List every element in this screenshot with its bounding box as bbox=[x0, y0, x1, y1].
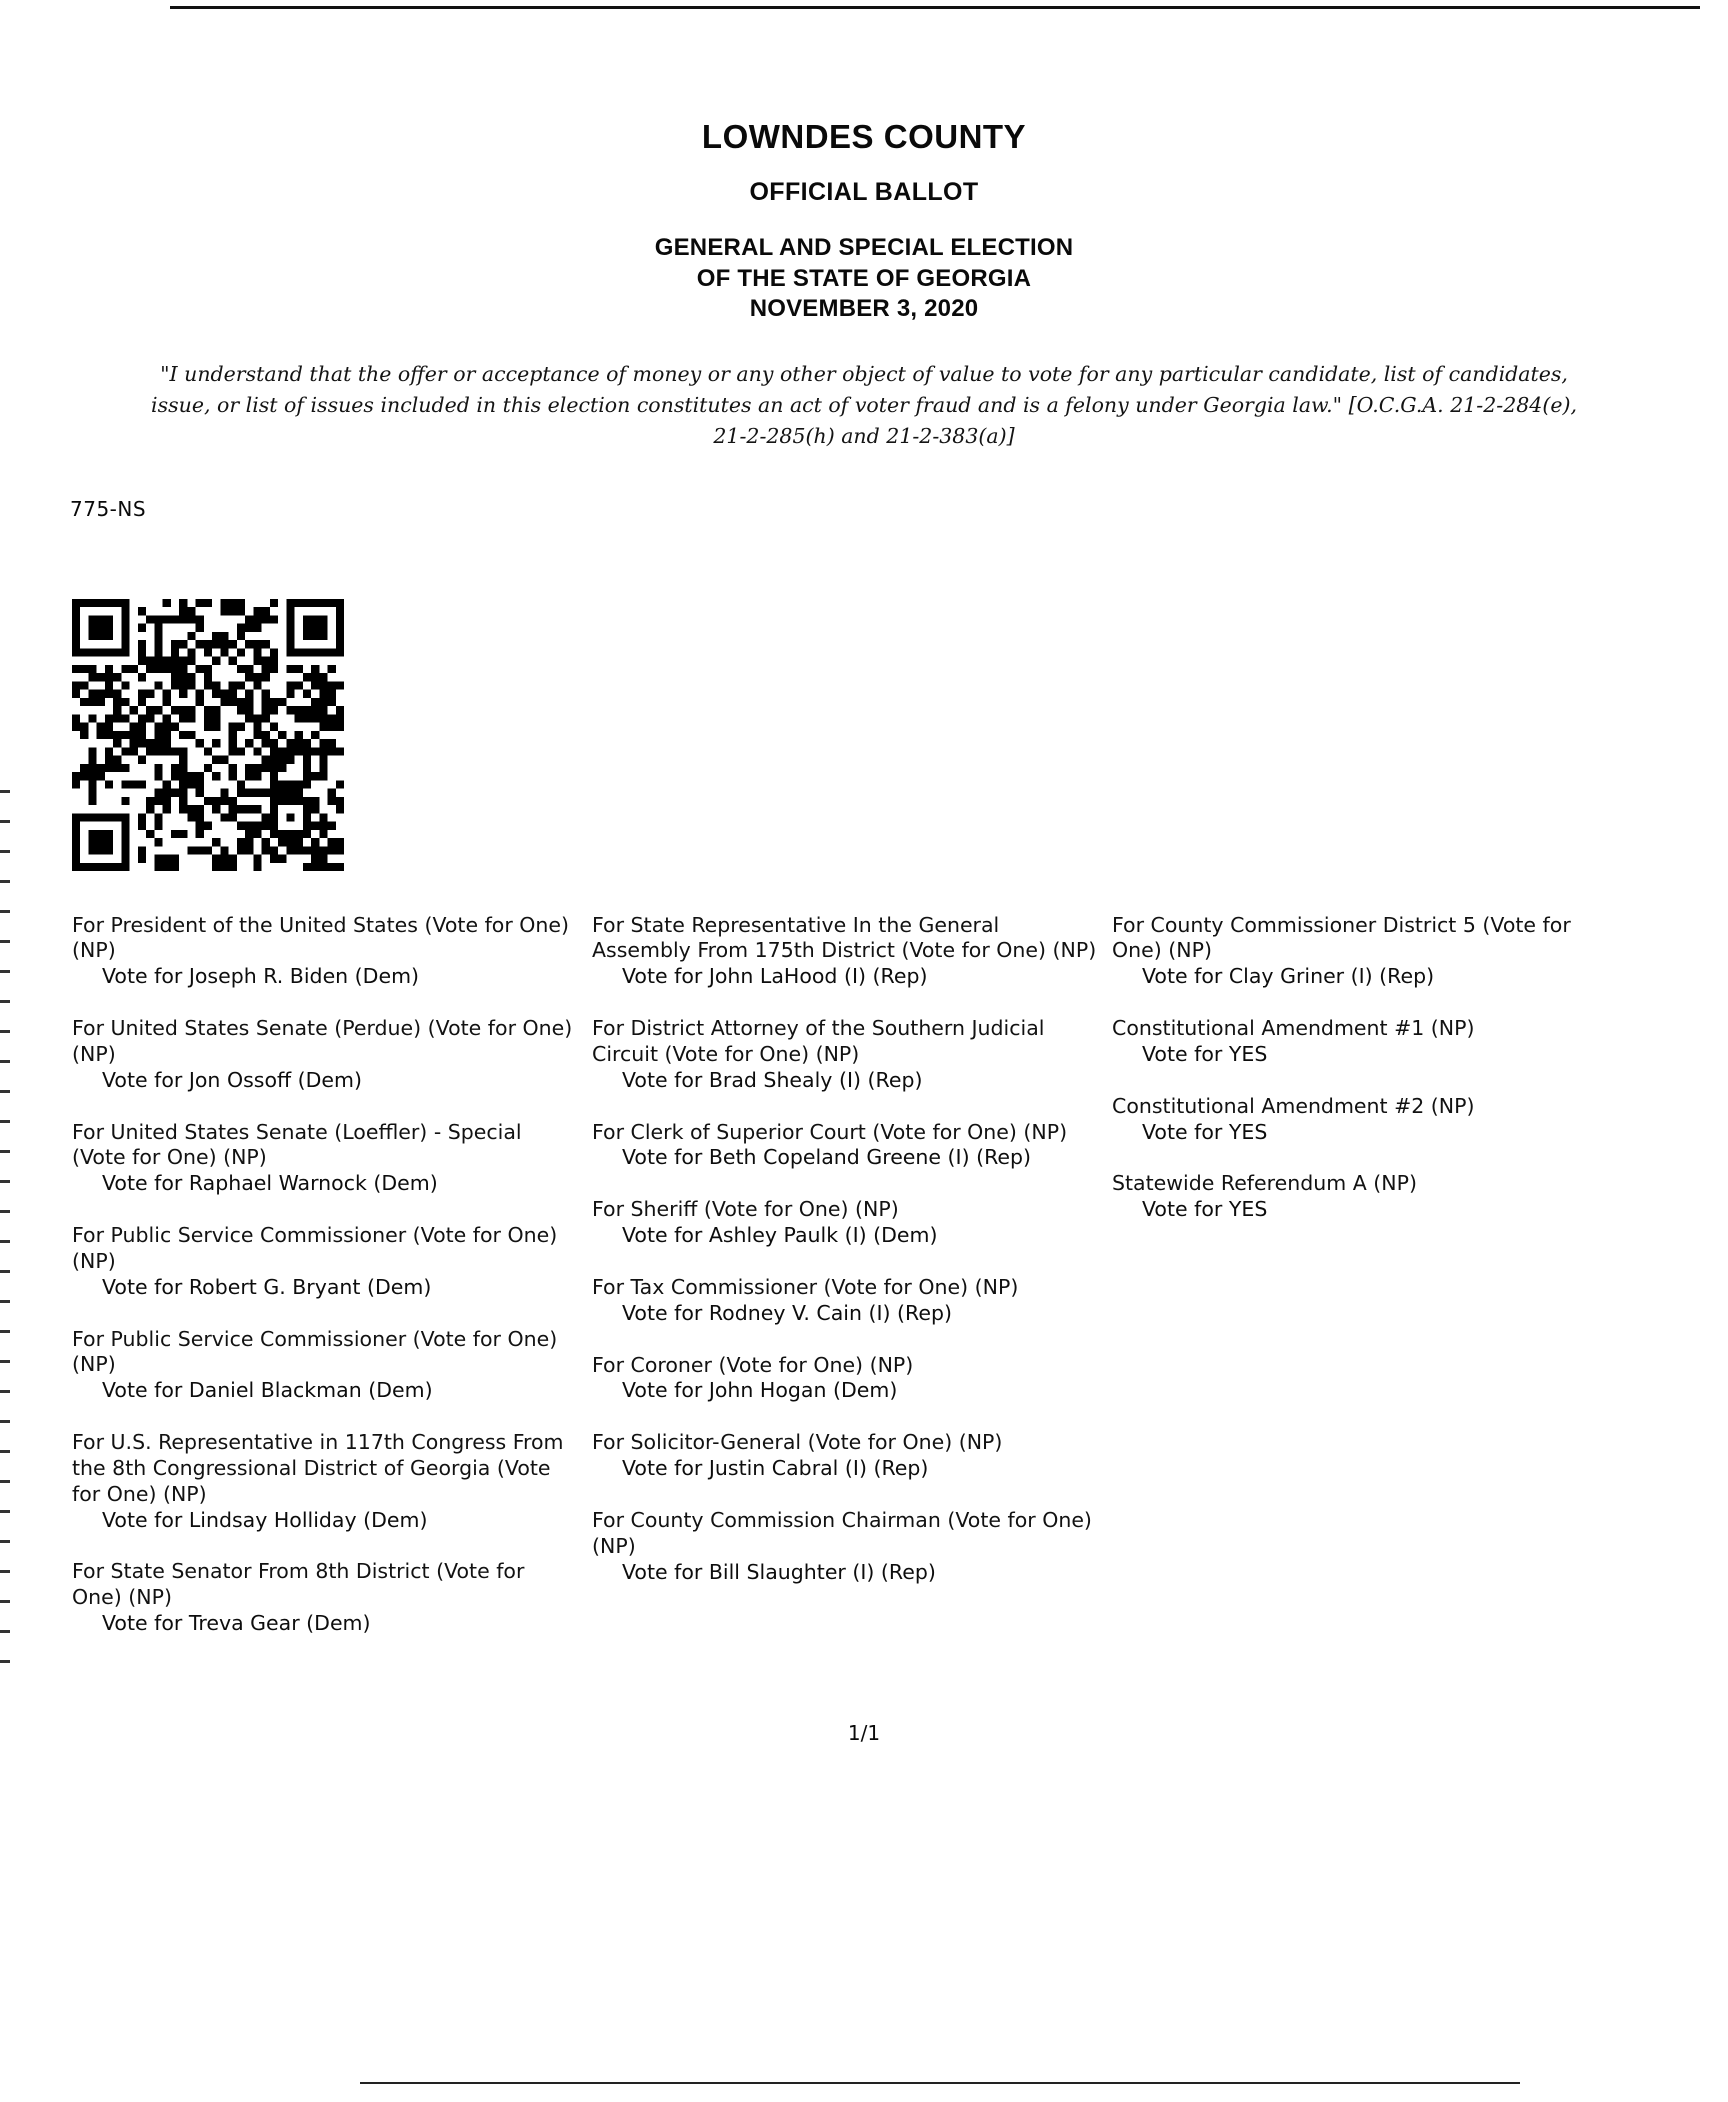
contest bbox=[592, 1353, 1098, 1405]
contest-choice: Vote for Daniel Blackman (Dem) bbox=[102, 1378, 433, 1403]
contest bbox=[592, 1120, 1098, 1172]
qr-code-wrap bbox=[72, 599, 1664, 875]
contest-choice: Vote for Robert G. Bryant (Dem) bbox=[102, 1274, 432, 1299]
contest bbox=[592, 1197, 1098, 1249]
ballot-qr-code bbox=[72, 599, 344, 871]
ballot-header bbox=[64, 118, 1664, 325]
contest-choice: Vote for Brad Shealy (I) (Rep) bbox=[622, 1067, 923, 1092]
contest bbox=[72, 1223, 578, 1300]
county-title: LOWNDES COUNTY bbox=[701, 118, 1027, 155]
contest-choice: Vote for Beth Copeland Greene (I) (Rep) bbox=[622, 1145, 1032, 1170]
contest-title: For U.S. Representative in 117th Congress From the 8th Congressional District of Georgia (Vote for One) (NP) bbox=[72, 1430, 564, 1506]
ballot-content bbox=[64, 0, 1664, 1745]
contest bbox=[1112, 913, 1618, 990]
contest-column-3 bbox=[1112, 913, 1632, 1663]
ballot-type-title: OFFICIAL BALLOT bbox=[749, 178, 979, 206]
contest-title: For United States Senate (Perdue) (Vote for One) (NP) bbox=[72, 1016, 573, 1066]
contest-title: For Coroner (Vote for One) (NP) bbox=[592, 1352, 914, 1377]
contest bbox=[72, 1016, 578, 1093]
contest-column-2 bbox=[592, 913, 1112, 1663]
contest-choice: Vote for YES bbox=[1142, 1041, 1268, 1066]
contest-choice: Vote for Raphael Warnock (Dem) bbox=[102, 1171, 438, 1196]
contest-choice: Vote for YES bbox=[1142, 1119, 1268, 1144]
election-title-line1: GENERAL AND SPECIAL ELECTION bbox=[654, 234, 1074, 261]
contest-column-1 bbox=[72, 913, 592, 1663]
contest bbox=[72, 913, 578, 990]
contest bbox=[1112, 1016, 1618, 1068]
contest-choice: Vote for John Hogan (Dem) bbox=[622, 1378, 898, 1403]
contest bbox=[72, 1559, 578, 1636]
contest-title: For Sheriff (Vote for One) (NP) bbox=[592, 1197, 899, 1222]
contest-choice: Vote for Treva Gear (Dem) bbox=[102, 1611, 371, 1636]
contest bbox=[72, 1120, 578, 1197]
contest-title: Constitutional Amendment #2 (NP) bbox=[1112, 1093, 1475, 1118]
contest-choice: Vote for Clay Griner (I) (Rep) bbox=[1142, 964, 1435, 989]
scan-edge-ticks bbox=[0, 790, 10, 1890]
contest-title: For Tax Commissioner (Vote for One) (NP) bbox=[592, 1274, 1019, 1299]
ballot-style-code: 775-NS bbox=[70, 496, 147, 521]
contest bbox=[1112, 1171, 1618, 1223]
contest-columns bbox=[72, 913, 1632, 1663]
voter-fraud-oath: "I understand that the offer or acceptance of money or any other object of value to vote for any particular candidate, list of candidates, issue, or list of issues included in this election constitutes an act of voter fraud and is a felony under Georgia law." [O.C.G.A. 21-2-284(e), 21-2-285(h) and 21-2-383(a)] bbox=[151, 362, 1577, 449]
contest-title: For Clerk of Superior Court (Vote for One) (NP) bbox=[592, 1119, 1068, 1144]
contest-choice: Vote for Bill Slaughter (I) (Rep) bbox=[622, 1559, 936, 1584]
contest-choice: Vote for John LaHood (I) (Rep) bbox=[622, 964, 928, 989]
contest bbox=[592, 1508, 1098, 1585]
election-date: NOVEMBER 3, 2020 bbox=[749, 295, 979, 323]
contest bbox=[592, 1430, 1098, 1482]
contest bbox=[592, 913, 1098, 990]
contest-title: For State Representative In the General Assembly From 175th District (Vote for One) (NP) bbox=[592, 912, 1097, 963]
contest-title: For District Attorney of the Southern Judicial Circuit (Vote for One) (NP) bbox=[592, 1016, 1045, 1066]
contest bbox=[1112, 1094, 1618, 1146]
contest-title: Constitutional Amendment #1 (NP) bbox=[1112, 1016, 1475, 1041]
contest-title: For Public Service Commissioner (Vote for One) (NP) bbox=[72, 1326, 558, 1377]
contest-choice: Vote for Lindsay Holliday (Dem) bbox=[102, 1507, 428, 1532]
contest-choice: Vote for Ashley Paulk (I) (Dem) bbox=[622, 1223, 938, 1248]
contest-choice: Vote for Justin Cabral (I) (Rep) bbox=[622, 1456, 929, 1481]
contest bbox=[72, 1327, 578, 1404]
contest bbox=[592, 1016, 1098, 1093]
contest-choice: Vote for Rodney V. Cain (I) (Rep) bbox=[622, 1300, 952, 1325]
contest-title: For State Senator From 8th District (Vote for One) (NP) bbox=[72, 1559, 525, 1610]
contest-title: For Solicitor-General (Vote for One) (NP) bbox=[592, 1430, 1003, 1455]
contest-title: For County Commission Chairman (Vote for One) (NP) bbox=[592, 1507, 1092, 1558]
contest-title: For County Commissioner District 5 (Vote for One) (NP) bbox=[1112, 912, 1571, 963]
scan-edge-bottom bbox=[360, 2082, 1520, 2084]
contest-title: For President of the United States (Vote for One) (NP) bbox=[72, 912, 570, 963]
contest bbox=[72, 1430, 578, 1533]
contest-title: Statewide Referendum A (NP) bbox=[1112, 1171, 1417, 1196]
contest bbox=[592, 1275, 1098, 1327]
contest-title: For Public Service Commissioner (Vote for One) (NP) bbox=[72, 1223, 558, 1273]
election-title bbox=[64, 233, 1664, 325]
page-number: 1/1 bbox=[847, 1720, 881, 1745]
contest-title: For United States Senate (Loeffler) - Special (Vote for One) (NP) bbox=[72, 1119, 522, 1170]
contest-choice: Vote for YES bbox=[1142, 1197, 1268, 1222]
contest-choice: Vote for Jon Ossoff (Dem) bbox=[102, 1067, 362, 1092]
election-title-line2: OF THE STATE OF GEORGIA bbox=[696, 264, 1032, 292]
contest-choice: Vote for Joseph R. Biden (Dem) bbox=[102, 964, 420, 989]
